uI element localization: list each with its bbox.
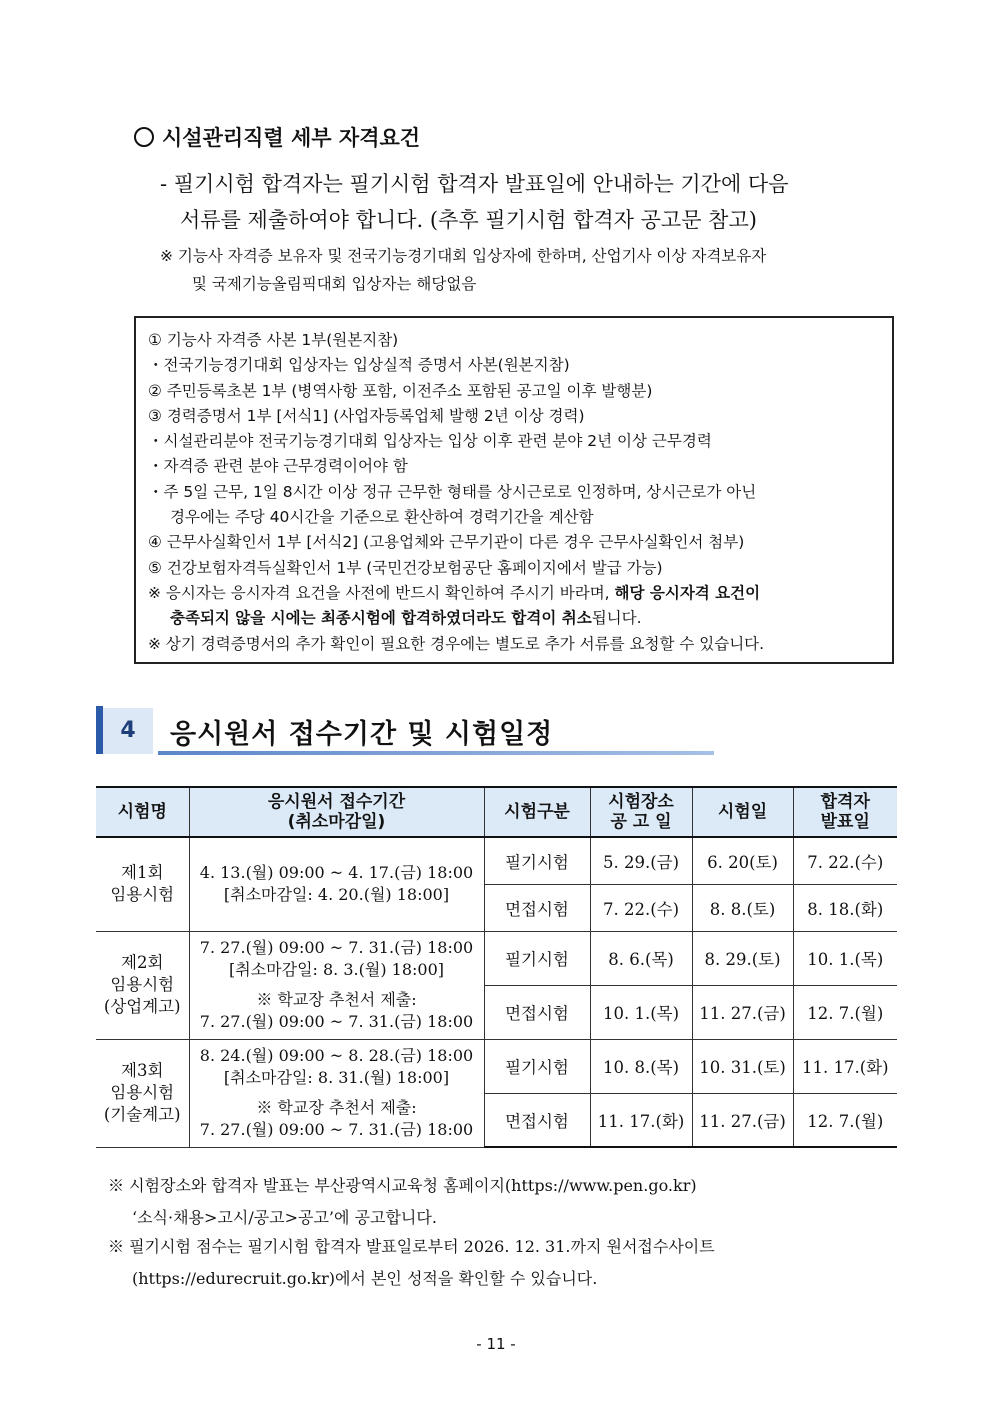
exam-date-cell: 11. 27.(금) [692, 985, 793, 1039]
intro-paragraph [160, 166, 900, 238]
doc-subitem-cont: 경우에는 주당 40시간을 기준으로 환산하여 경력기간을 계산함 [170, 508, 594, 527]
header-type: 시험구분 [484, 787, 590, 837]
exam-name-line: 제1회 [121, 863, 164, 883]
footnote-1-line-1: ※ 시험장소와 합격자 발표는 부산광역시교육청 홈페이지(https://www.pen.go.kr) [108, 1176, 697, 1195]
exam-date-cell: 8. 8.(토) [692, 884, 793, 931]
exam-name-cell [96, 931, 189, 1039]
result-date-cell: 8. 18.(화) [793, 884, 897, 931]
doc-item: ⑤ 건강보험자격득실확인서 1부 (국민건강보험공단 홈페이지에서 발급 가능) [148, 558, 663, 577]
type-cell: 면접시험 [484, 985, 590, 1039]
doc-warning-bold: 해당 응시자격 요건이 [614, 583, 761, 602]
doc-subitem: ・전국기능경기대회 입상자는 입상실적 증명서 사본(원본지참) [148, 356, 570, 375]
type-cell: 면접시험 [484, 1093, 590, 1147]
period-line: 7. 27.(월) 09:00 ~ 7. 31.(금) 18:00 [199, 1012, 474, 1031]
period-cell [189, 931, 484, 1039]
exam-name-line: (기술계고) [103, 1105, 181, 1124]
section-4-header [96, 706, 716, 758]
type-cell: 면접시험 [484, 884, 590, 931]
place-date-cell: 7. 22.(수) [590, 884, 692, 931]
doc-item: ② 주민등록초본 1부 (병역사항 포함, 이전주소 포함된 공고일 이후 발행분) [148, 381, 653, 400]
eligibility-note [160, 242, 900, 298]
note-line-2: 및 국제기능올림픽대회 입상자는 해당없음 [192, 275, 477, 293]
exam-date-cell: 6. 20(토) [692, 837, 793, 884]
place-date-cell: 10. 8.(목) [590, 1039, 692, 1093]
type-cell: 필기시험 [484, 931, 590, 985]
doc-subitem: ・시설관리분야 전국기능경기대회 입상자는 입상 이후 관련 분야 2년 이상 근무경력 [148, 432, 712, 451]
header-result-line-2: 발표일 [820, 812, 870, 832]
doc-item: ① 기능사 자격증 사본 1부(원본지참) [148, 331, 399, 349]
type-cell: 필기시험 [484, 837, 590, 884]
result-date-cell: 12. 7.(월) [793, 985, 897, 1039]
exam-name-cell [96, 1039, 189, 1147]
period-line: 8. 24.(월) 09:00 ~ 8. 28.(금) 18:00 [199, 1046, 474, 1065]
header-exam-name: 시험명 [96, 787, 189, 837]
header-result-line-1: 합격자 [820, 792, 870, 812]
place-date-cell: 11. 17.(화) [590, 1093, 692, 1147]
period-cell [189, 1039, 484, 1147]
result-date-cell: 10. 1.(목) [793, 931, 897, 985]
doc-warning [148, 581, 880, 606]
header-period-line-1: 응시원서 접수기간 [267, 792, 406, 812]
exam-name-line: 임용시험 [110, 885, 175, 905]
exam-date-cell: 11. 27.(금) [692, 1093, 793, 1147]
header-period-line-2: (취소마감일) [287, 812, 386, 832]
footnote-2 [108, 1231, 908, 1295]
intro-line-2: 서류를 제출하여야 합니다. (추후 필기시험 합격자 공고문 참고) [180, 208, 757, 232]
doc-note: ※ 상기 경력증명서의 추가 확인이 필요한 경우에는 별도로 추가 서류를 요청할 수 있습니다. [148, 634, 765, 653]
exam-name-line: 임용시험 [110, 1083, 175, 1102]
table-row [96, 837, 897, 884]
period-line: 4. 13.(월) 09:00 ~ 4. 17.(금) 18:00 [199, 863, 474, 883]
period-cell [189, 837, 484, 931]
table-row [96, 1039, 897, 1093]
type-cell: 필기시험 [484, 1039, 590, 1093]
page-number: - 11 - [476, 1335, 516, 1353]
section-number: 4 [103, 708, 153, 754]
exam-date-cell: 8. 29.(토) [692, 931, 793, 985]
table-row [96, 931, 897, 985]
doc-item: ③ 경력증명서 1부 [서식1] (사업자등록업체 발행 2년 이상 경력) [148, 406, 585, 425]
result-date-cell: 11. 17.(화) [793, 1039, 897, 1093]
place-date-cell: 10. 1.(목) [590, 985, 692, 1039]
header-place-line-2: 공 고 일 [610, 812, 672, 832]
exam-date-cell: 10. 31.(토) [692, 1039, 793, 1093]
circle-bullet-icon [134, 127, 154, 147]
doc-warning-bold-cont: 충족되지 않을 시에는 최종시험에 합격하였더라도 합격이 취소 [170, 609, 592, 628]
header-place-line-1: 시험장소 [608, 792, 674, 812]
doc-item: ④ 근무사실확인서 1부 [서식2] (고용업체와 근무기관이 다른 경우 근무사실확인서 첨부) [148, 533, 745, 552]
place-date-cell: 5. 29.(금) [590, 837, 692, 884]
exam-name-line: (상업계고) [103, 997, 181, 1016]
exam-name-line: 제2회 [121, 953, 164, 972]
result-date-cell: 7. 22.(수) [793, 837, 897, 884]
section-underline [158, 751, 714, 755]
doc-subitem: ・주 5일 근무, 1일 8시간 이상 정규 근무한 형태를 상시근로로 인정하며, 상시근로가 아닌 [148, 482, 757, 501]
footnote-2-line-1: ※ 필기시험 점수는 필기시험 합격자 발표일로부터 2026. 12. 31.까지 원서접수사이트 [108, 1237, 715, 1256]
period-line: [취소마감일: 8. 31.(월) 18:00] [223, 1068, 450, 1087]
section-heading-text: 시설관리직렬 세부 자격요건 [162, 126, 421, 150]
doc-warning-tail: 됩니다. [591, 609, 642, 628]
result-date-cell: 12. 7.(월) [793, 1093, 897, 1147]
section-bar [96, 706, 103, 754]
period-line: [취소마감일: 4. 20.(월) 18:00] [223, 885, 450, 905]
place-date-cell: 8. 6.(목) [590, 931, 692, 985]
required-documents-box [134, 316, 894, 664]
period-line: ※ 학교장 추천서 제출: [256, 990, 417, 1009]
doc-warning-text: ※ 응시자는 응시자격 요건을 사전에 반드시 확인하여 주시기 바라며, [148, 583, 615, 602]
table-header-row [96, 787, 897, 837]
intro-line-1: - 필기시험 합격자는 필기시험 합격자 발표일에 안내하는 기간에 다음 [160, 172, 789, 196]
period-line: 7. 27.(월) 09:00 ~ 7. 31.(금) 18:00 [199, 1120, 474, 1139]
footnote-1 [108, 1170, 908, 1234]
footnote-1-line-2: ‘소식·채용>고시/공고>공고’에 공고합니다. [132, 1208, 437, 1227]
period-line: ※ 학교장 추천서 제출: [256, 1098, 417, 1117]
exam-name-line: 임용시험 [110, 975, 175, 994]
doc-subitem: ・자격증 관련 분야 근무경력이어야 함 [148, 457, 408, 476]
section-title: 응시원서 접수기간 및 시험일정 [170, 719, 554, 750]
doc-warning-cont [148, 606, 880, 631]
footnote-2-line-2: (https://edurecruit.go.kr)에서 본인 성적을 확인할 수 있습니다. [132, 1269, 598, 1288]
header-result [793, 787, 897, 837]
header-date: 시험일 [692, 787, 793, 837]
header-place [590, 787, 692, 837]
exam-name-cell [96, 837, 189, 931]
exam-schedule-table [96, 786, 897, 1148]
header-period [189, 787, 484, 837]
exam-name-line: 제3회 [121, 1061, 164, 1080]
period-line: 7. 27.(월) 09:00 ~ 7. 31.(금) 18:00 [199, 938, 474, 957]
section-heading [134, 122, 420, 152]
note-line-1: ※ 기능사 자격증 보유자 및 전국기능경기대회 입상자에 한하며, 산업기사 이상 자격보유자 [160, 247, 767, 265]
period-line: [취소마감일: 8. 3.(월) 18:00] [229, 960, 444, 979]
